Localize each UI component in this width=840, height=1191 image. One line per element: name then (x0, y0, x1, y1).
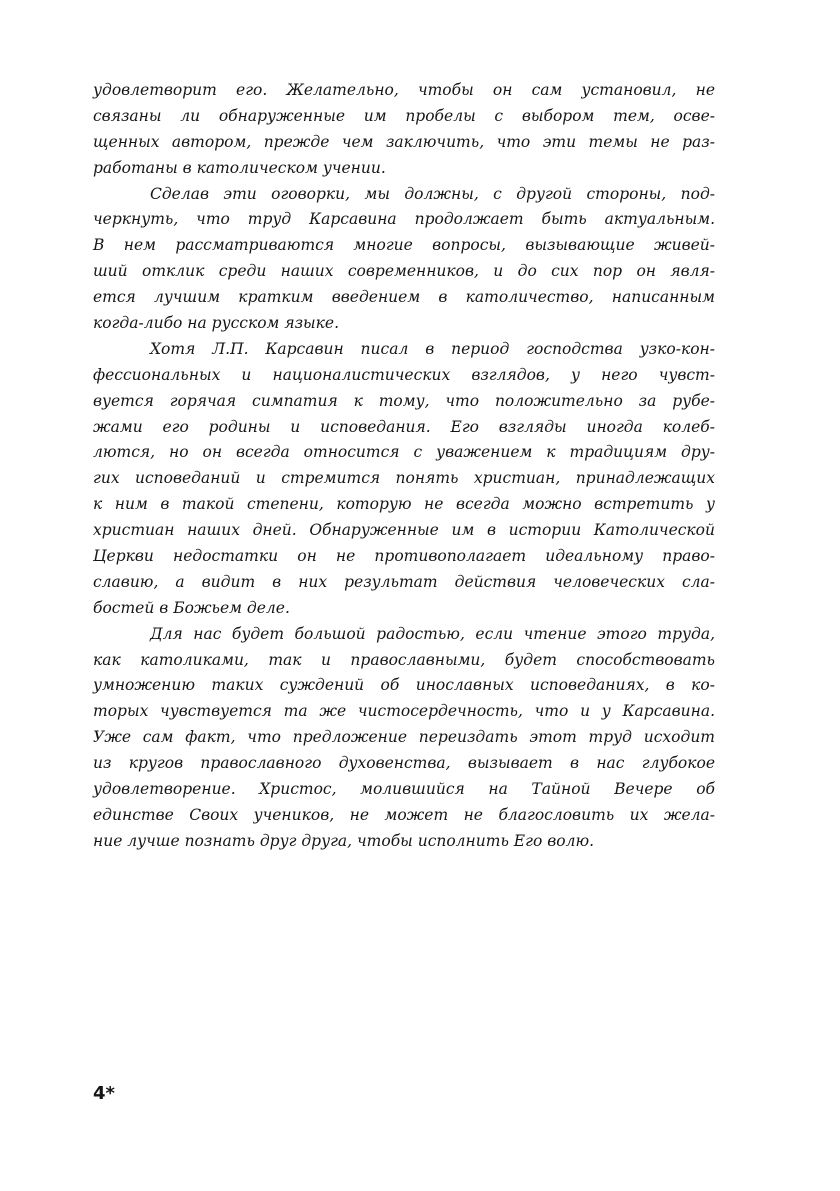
text-line: бостей в Божьем деле. (93, 598, 290, 617)
text-line: умножению таких суждений об инославных исповеданиях, в ко- (93, 676, 715, 695)
text-line: лются, но он всегда относится с уважением к традициям дру- (93, 443, 715, 462)
text-line: удовлетворение. Христос, молившийся на Тайной Вечере об (93, 780, 715, 799)
text-line: христиан наших дней. Обнаруженные им в истории Католической (93, 521, 715, 540)
paragraph-first-line: Для нас будет большой радостью, если чтение этого труда, (150, 624, 715, 643)
text-line: вуется горячая симпатия к тому, что положительно за рубе- (93, 391, 715, 410)
text-line: славию, а видит в них результат действия человеческих сла- (93, 572, 715, 591)
text-line: жами его родины и исповедания. Его взгляды иногда колеб- (93, 417, 715, 436)
text-line: Церкви недостатки он не противополагает идеальному право- (93, 547, 715, 566)
text-line: к ним в такой степени, которую не всегда можно встретить у (93, 495, 715, 514)
text-line: из кругов православного духовенства, вызывает в нас глубокое (93, 754, 715, 773)
text-line: ется лучшим кратким введением в католичество, написанным (93, 288, 715, 307)
text-line: ший отклик среди наших современников, и до сих пор он явля- (93, 262, 715, 281)
printer-signature-mark: 4* (93, 1083, 115, 1104)
text-line: торых чувствуется та же чистосердечность, что и у Карсавина. (93, 702, 715, 721)
text-line: В нем рассматриваются многие вопросы, вызывающие живей- (93, 236, 715, 255)
paragraph-first-line: Сделав эти оговорки, мы должны, с другой стороны, под- (150, 184, 715, 203)
text-line: связаны ли обнаруженные им пробелы с выбором тем, осве- (93, 106, 715, 125)
text-line: щенных автором, прежде чем заключить, что эти темы не раз- (93, 132, 715, 151)
paragraph-first-line: Хотя Л.П. Карсавин писал в период господства узко-кон- (150, 339, 715, 358)
text-line: черкнуть, что труд Карсавина продолжает быть актуальным. (93, 210, 715, 229)
text-line: Уже сам факт, что предложение переиздать этот труд исходит (93, 728, 715, 747)
text-line: фессиональных и националистических взглядов, у него чувст- (93, 365, 715, 384)
text-line: работаны в католическом учении. (93, 158, 386, 177)
text-line: как католиками, так и православными, будет способствовать (93, 650, 715, 669)
text-line: удовлетворит его. Желательно, чтобы он сам установил, не (93, 81, 715, 99)
text-line: единстве Своих учеников, не может не благословить их жела- (93, 805, 715, 824)
text-line: когда-либо на русском языке. (93, 314, 340, 333)
text-line: гих исповеданий и стремится понять христиан, принадлежащих (93, 469, 715, 488)
body-text (93, 78, 715, 855)
text-line: ние лучше познать друг друга, чтобы исполнить Его волю. (93, 831, 595, 850)
